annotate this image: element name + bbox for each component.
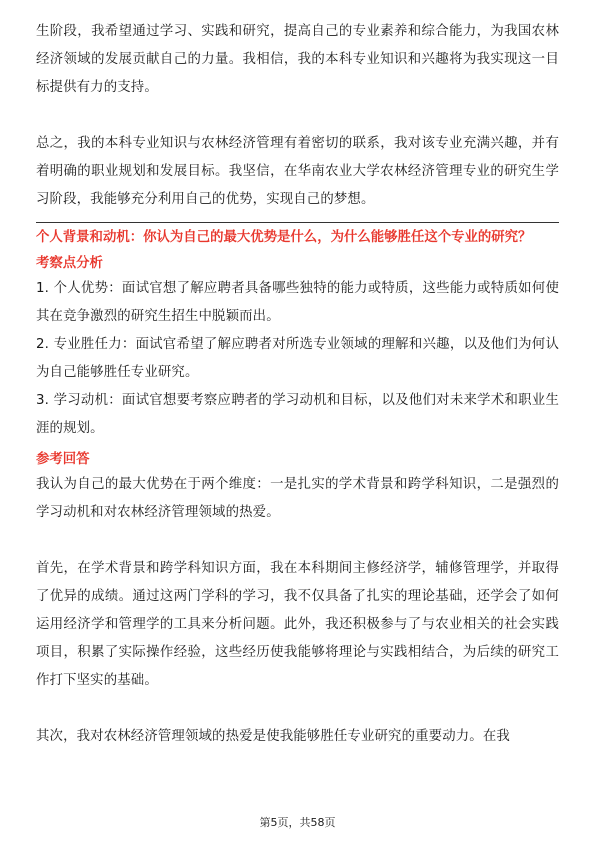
answer-paragraph-3: 其次，我对农林经济管理领域的热爱是使我能够胜任专业研究的重要动力。在我 (36, 729, 510, 744)
answer-heading: 参考回答 (36, 452, 90, 467)
interview-question: 个人背景和动机：你认为自己的最大优势是什么，为什么能够胜任这个专业的研究？ (36, 230, 532, 245)
paragraph-gap (36, 695, 559, 723)
paragraph-gap (36, 102, 559, 130)
answer-paragraph-1: 我认为自己的最大优势在于两个维度：一是扎实的学术背景和跨学科知识，二是强烈的学习动机和对农林经济管理领域的热爱。 (36, 477, 559, 520)
page-number: 第5页，共58页 (259, 816, 336, 829)
analysis-item-3: 3. 学习动机：面试官想要考察应聘者的学习动机和目标，以及他们对未来学术和职业生涯的规划。 (36, 393, 559, 436)
section-divider (36, 222, 559, 223)
paragraph-gap (36, 527, 559, 555)
analysis-item-2: 2. 专业胜任力：面试官希望了解应聘者对所选专业领域的理解和兴趣，以及他们为何认为自己能够胜任专业研究。 (36, 337, 559, 380)
analysis-item-1: 1. 个人优势：面试官想了解应聘者具备哪些独特的能力或特质，这些能力或特质如何使其在竞争激烈的研究生招生中脱颖而出。 (36, 281, 559, 324)
intro-paragraph-1: 生阶段，我希望通过学习、实践和研究，提高自己的专业素养和综合能力，为我国农林经济领域的发展贡献自己的力量。我相信，我的本科专业知识和兴趣将为我实现这一目标提供有力的支持。 (36, 24, 559, 95)
analysis-heading: 考察点分析 (36, 256, 103, 271)
document-page (36, 18, 559, 751)
intro-paragraph-2: 总之，我的本科专业知识与农林经济管理有着密切的联系，我对该专业充满兴趣，并有着明确的职业规划和发展目标。我坚信，在华南农业大学农林经济管理专业的研究生学习阶段，我能够充分利用自己的优势，实现自己的梦想。 (36, 136, 559, 207)
answer-paragraph-2: 首先，在学术背景和跨学科知识方面，我在本科期间主修经济学，辅修管理学，并取得了优异的成绩。通过这两门学科的学习，我不仅具备了扎实的理论基础，还学会了如何运用经济学和管理学的工具来分析问题。此外，我还积极参与了与农业相关的社会实践项目，积累了实际操作经验，这些经历使我能够将理论与实践相结合，为后续的研究工作打下坚实的基础。 (36, 561, 559, 688)
